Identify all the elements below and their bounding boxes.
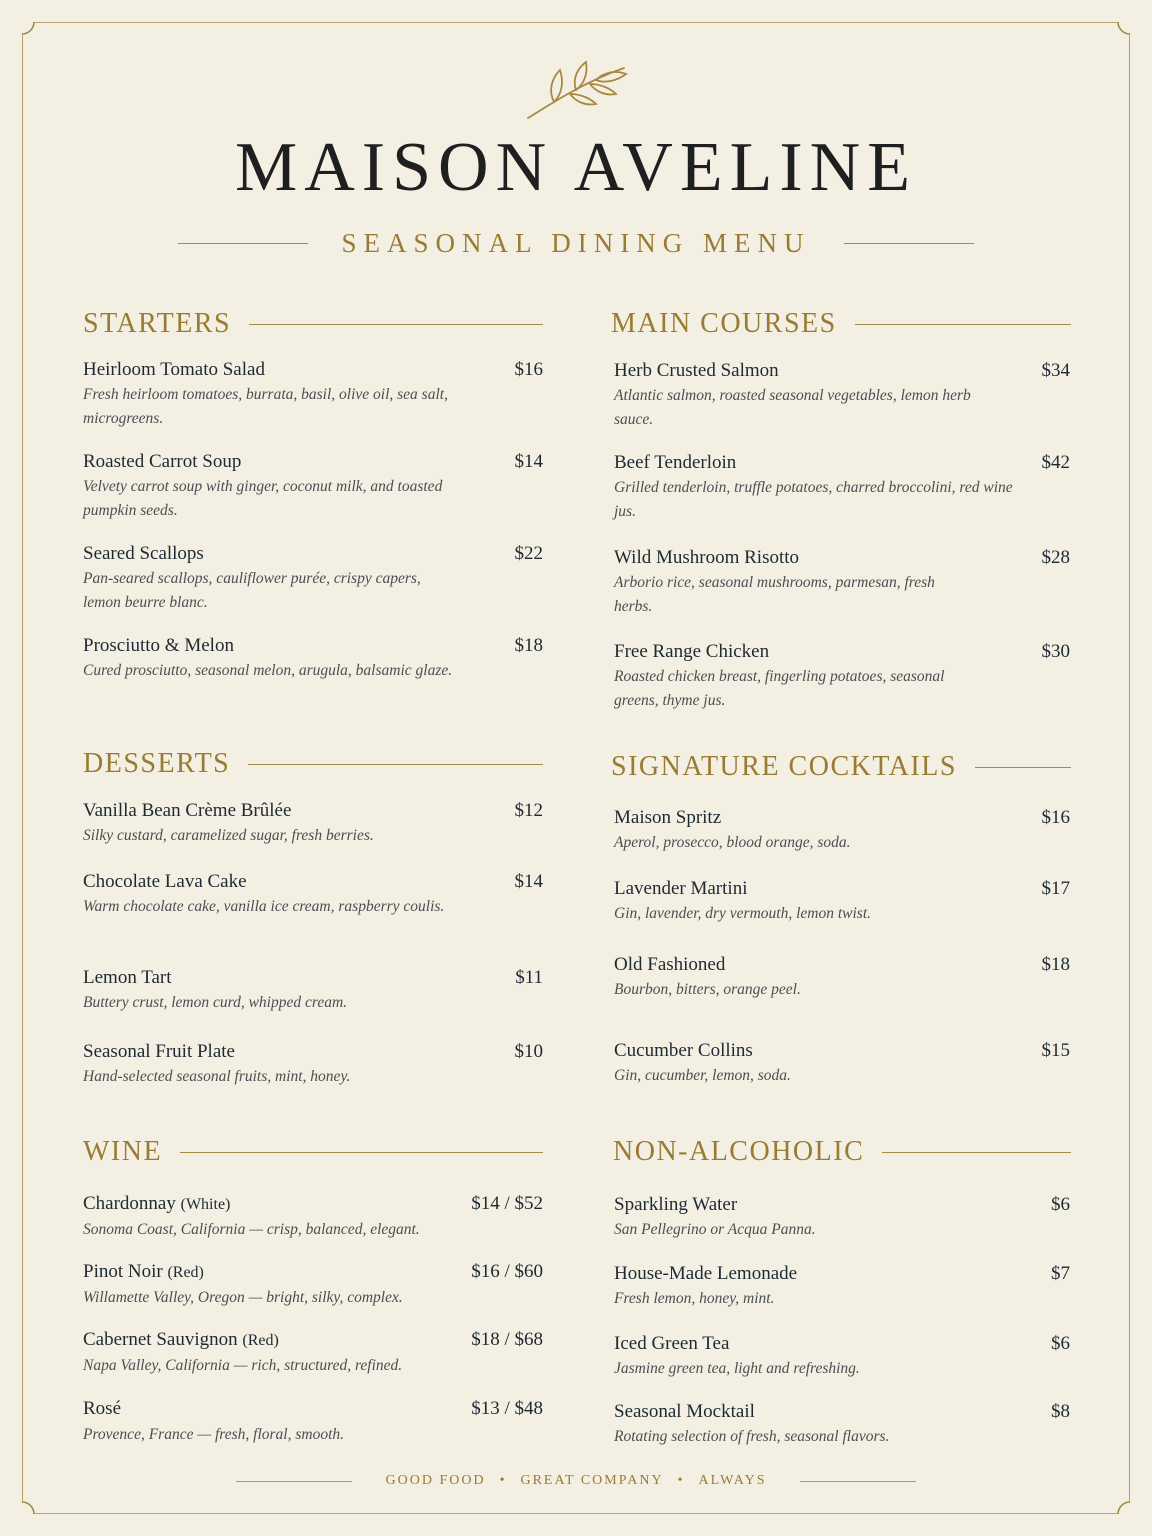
- item-price: $11: [515, 967, 543, 988]
- item-name: Old Fashioned: [614, 954, 726, 975]
- item-price: $16: [1041, 807, 1070, 828]
- item-price: $30: [1041, 641, 1070, 662]
- item-name: Cucumber Collins: [614, 1040, 753, 1061]
- item-name: Free Range Chicken: [614, 641, 770, 662]
- divider: [855, 324, 1071, 325]
- item-description: Fresh lemon, honey, mint.: [614, 1290, 775, 1307]
- menu-item: [614, 640, 1070, 712]
- wine-type: (Red): [242, 1332, 279, 1349]
- item-name: Chocolate Lava Cake: [83, 871, 247, 892]
- item-name: Lemon Tart: [83, 967, 172, 988]
- menu-item: [614, 953, 1070, 1002]
- menu-item: [614, 1039, 1070, 1088]
- divider: [178, 243, 308, 244]
- item-price: $18 / $68: [471, 1329, 543, 1350]
- item-description: Napa Valley, California — rich, structured, refined.: [83, 1357, 403, 1374]
- item-name: Beef Tenderloin: [614, 452, 737, 473]
- item-price: $22: [514, 543, 543, 564]
- item-name: Heirloom Tomato Salad: [83, 359, 265, 380]
- item-description: Aperol, prosecco, blood orange, soda.: [614, 834, 851, 851]
- subtitle-row: [178, 226, 974, 260]
- item-description: Silky custard, caramelized sugar, fresh berries.: [83, 827, 374, 844]
- section-title: WINE: [83, 1136, 163, 1167]
- menu-item: [614, 1262, 1070, 1311]
- item-description: Velvety carrot soup with ginger, coconut milk, and toasted pumpkin seeds.: [83, 478, 443, 519]
- item-price: $42: [1041, 452, 1070, 473]
- divider: [882, 1152, 1071, 1153]
- item-name: Wild Mushroom Risotto: [614, 547, 800, 568]
- item-description: San Pellegrino or Acqua Panna.: [614, 1221, 816, 1238]
- separator-dot: •: [677, 1473, 685, 1488]
- item-name: Seared Scallops: [83, 543, 204, 564]
- wine-name: Rosé: [83, 1398, 121, 1419]
- section-main-courses: [611, 306, 1071, 342]
- item-price: $34: [1041, 360, 1070, 381]
- wine-name: Chardonnay: [83, 1193, 176, 1214]
- section-title: SIGNATURE COCKTAILS: [611, 751, 957, 782]
- item-description: Bourbon, bitters, orange peel.: [614, 981, 801, 998]
- item-price: $16: [514, 359, 543, 380]
- item-name: Prosciutto & Melon: [83, 635, 234, 656]
- item-name: House-Made Lemonade: [614, 1263, 798, 1284]
- section-title: NON-ALCOHOLIC: [613, 1136, 865, 1167]
- tagline-text: [386, 1473, 767, 1489]
- item-price: $8: [1051, 1401, 1070, 1422]
- item-description: Gin, cucumber, lemon, soda.: [614, 1067, 791, 1084]
- menu-item: [83, 358, 543, 430]
- divider: [249, 324, 543, 325]
- item-description: Provence, France — fresh, floral, smooth.: [83, 1426, 345, 1443]
- item-name: Vanilla Bean Crème Brûlée: [83, 800, 292, 821]
- item-name: Herb Crusted Salmon: [614, 360, 779, 381]
- menu-item: [614, 806, 1070, 855]
- item-price: $28: [1041, 547, 1070, 568]
- menu-item: [83, 966, 543, 1015]
- item-description: Jasmine green tea, light and refreshing.: [614, 1360, 860, 1377]
- menu-item: [83, 634, 543, 683]
- item-price: $10: [514, 1041, 543, 1062]
- menu-item: [614, 546, 1070, 618]
- menu-item: [614, 359, 1070, 431]
- item-description: Rotating selection of fresh, seasonal flavors.: [614, 1428, 890, 1445]
- item-price: $16 / $60: [471, 1261, 543, 1282]
- tagline-part: GREAT COMPANY: [520, 1473, 664, 1488]
- footer-tagline: [236, 1470, 916, 1492]
- item-description: Atlantic salmon, roasted seasonal vegetables, lemon herb sauce.: [614, 387, 971, 428]
- menu-item: [614, 1193, 1070, 1242]
- divider: [236, 1481, 352, 1482]
- menu-item: [83, 1260, 543, 1310]
- wine-type: (White): [180, 1196, 231, 1213]
- item-description: Willamette Valley, Oregon — bright, silky, complex.: [83, 1289, 403, 1306]
- item-description: Gin, lavender, dry vermouth, lemon twist.: [614, 905, 872, 922]
- menu-item: [83, 799, 543, 848]
- menu-item: [614, 877, 1070, 926]
- menu-item: [83, 870, 543, 919]
- tagline-part: GOOD FOOD: [385, 1473, 486, 1488]
- section-title: MAIN COURSES: [611, 308, 837, 339]
- menu-item: [614, 1332, 1070, 1381]
- item-price: $13 / $48: [471, 1398, 543, 1419]
- item-price: $14 / $52: [471, 1193, 543, 1214]
- item-description: Roasted chicken breast, fingerling potatoes, seasonal greens, thyme jus.: [614, 668, 945, 709]
- item-name: Roasted Carrot Soup: [83, 451, 242, 472]
- item-description: Fresh heirloom tomatoes, burrata, basil, olive oil, sea salt, microgreens.: [83, 386, 448, 427]
- tagline-part: ALWAYS: [698, 1473, 767, 1488]
- item-price: $14: [514, 451, 543, 472]
- wine-name: Pinot Noir: [83, 1261, 163, 1282]
- section-non-alcoholic: [613, 1134, 1071, 1170]
- menu-item: [83, 1328, 543, 1378]
- divider: [248, 764, 543, 765]
- item-name: Maison Spritz: [614, 807, 722, 828]
- section-wine: [83, 1134, 543, 1170]
- item-description: Hand-selected seasonal fruits, mint, honey.: [83, 1068, 351, 1085]
- item-price: $7: [1051, 1263, 1070, 1284]
- divider: [800, 1481, 916, 1482]
- separator-dot: •: [499, 1473, 507, 1488]
- restaurant-name: MAISON AVELINE: [235, 129, 917, 206]
- section-title: STARTERS: [83, 308, 232, 339]
- item-name: Seasonal Fruit Plate: [83, 1041, 235, 1062]
- item-price: $14: [514, 871, 543, 892]
- divider: [975, 767, 1071, 768]
- item-price: $15: [1041, 1040, 1070, 1061]
- section-signature-cocktails: [611, 749, 1071, 785]
- item-price: $18: [1041, 954, 1070, 975]
- menu-subtitle: SEASONAL DINING MENU: [341, 227, 811, 258]
- menu-item: [614, 1400, 1070, 1449]
- olive-branch-icon: [524, 60, 630, 122]
- item-price: $12: [514, 800, 543, 821]
- item-description: Arborio rice, seasonal mushrooms, parmesan, fresh herbs.: [614, 574, 935, 615]
- item-description: Pan-seared scallops, cauliflower purée, crispy capers, lemon beurre blanc.: [83, 570, 421, 611]
- divider: [844, 243, 974, 244]
- item-price: $18: [514, 635, 543, 656]
- section-title: DESSERTS: [83, 748, 231, 779]
- menu-item: [83, 542, 543, 614]
- item-description: Sonoma Coast, California — crisp, balanced, elegant.: [83, 1221, 420, 1238]
- menu-item: [83, 450, 543, 522]
- menu-item: [614, 451, 1070, 523]
- item-name: Sparkling Water: [614, 1194, 738, 1215]
- item-description: Buttery crust, lemon curd, whipped cream.: [83, 994, 348, 1011]
- menu-item: [83, 1192, 543, 1242]
- item-name: Iced Green Tea: [614, 1333, 730, 1354]
- section-desserts: [83, 746, 543, 782]
- section-starters: [83, 306, 543, 342]
- item-name: Lavender Martini: [614, 878, 748, 899]
- item-price: $6: [1051, 1194, 1070, 1215]
- item-description: Grilled tenderloin, truffle potatoes, charred broccolini, red wine jus.: [614, 479, 1013, 520]
- item-description: Cured prosciutto, seasonal melon, arugula, balsamic glaze.: [83, 662, 453, 679]
- wine-type: (Red): [167, 1264, 204, 1281]
- item-description: Warm chocolate cake, vanilla ice cream, raspberry coulis.: [83, 898, 445, 915]
- wine-name: Cabernet Sauvignon: [83, 1329, 238, 1350]
- divider: [180, 1152, 543, 1153]
- menu-item: [83, 1397, 543, 1447]
- item-price: $17: [1041, 878, 1070, 899]
- item-name: Seasonal Mocktail: [614, 1401, 755, 1422]
- item-price: $6: [1051, 1333, 1070, 1354]
- menu-item: [83, 1040, 543, 1089]
